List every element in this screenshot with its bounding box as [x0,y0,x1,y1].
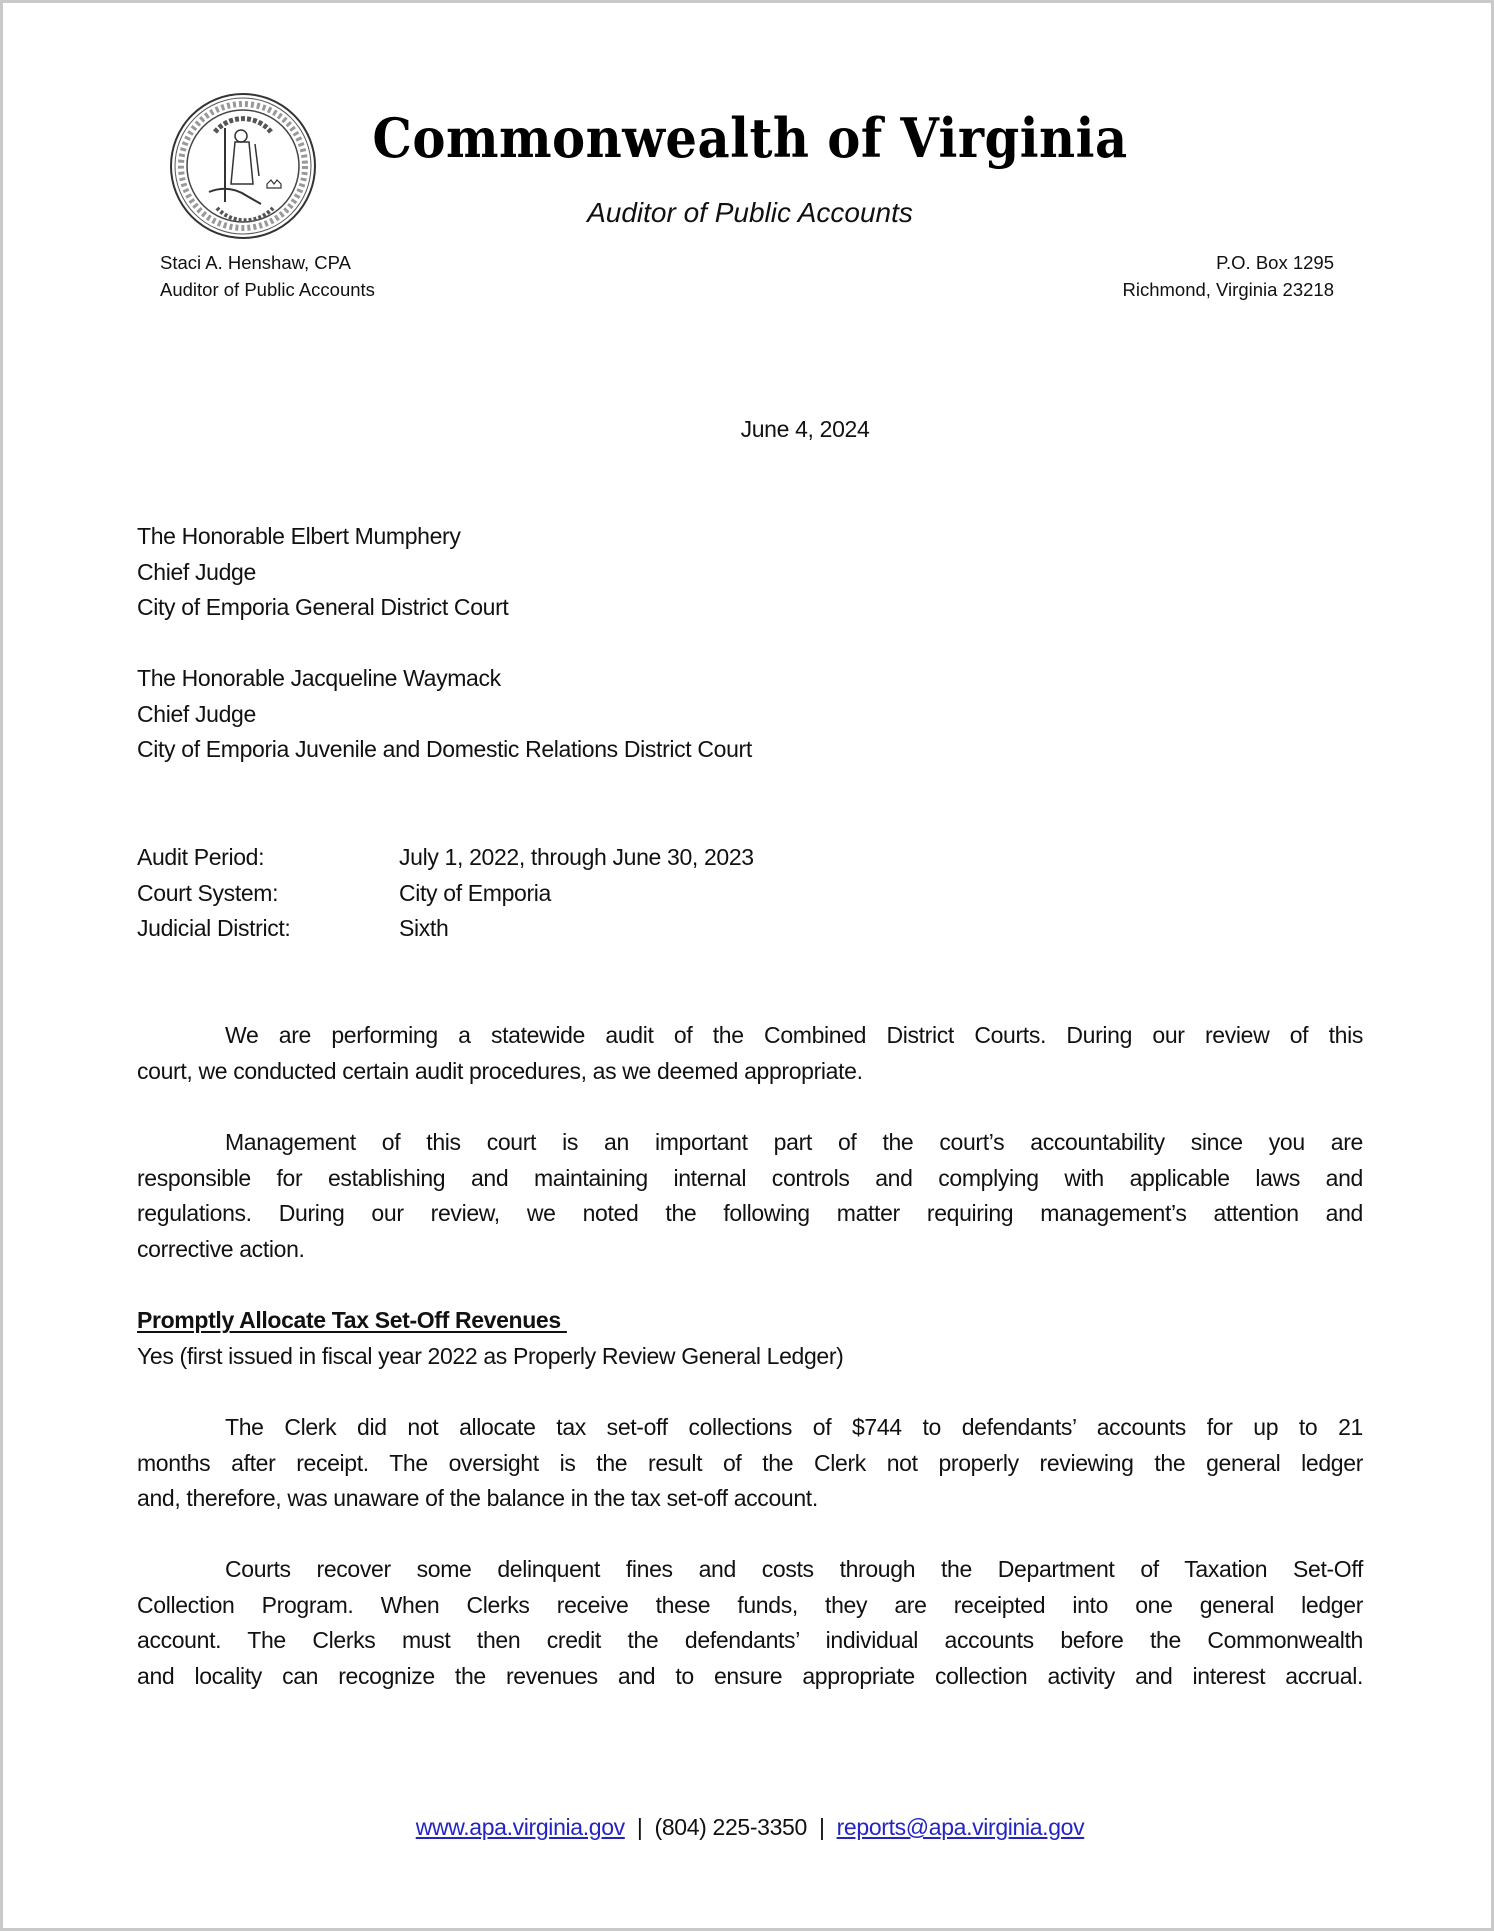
paragraph-line: and locality can recognize the revenues and to ensure appropriate collection activity and interest accrual. [137,1662,1363,1689]
auditor-block [160,249,375,303]
paragraph-line: responsible for establishing and maintaining internal controls and complying with applicable laws and [137,1164,1363,1191]
addressee-block [137,519,1363,626]
city-state-zip: Richmond, Virginia 23218 [1122,279,1334,300]
addressee-court: City of Emporia General District Court [137,594,509,621]
audit-info-row [137,876,1363,912]
paragraph-line: Collection Program. When Clerks receive these funds, they are receipted into one general ledger [137,1591,1363,1618]
phone-number: (804) 225-3350 [654,1814,807,1840]
intro-paragraph [137,1018,1363,1089]
addressee-title: Chief Judge [137,558,256,585]
audit-info-table [137,840,1363,947]
paragraph-line: Courts recover some delinquent fines and costs through the Department of Taxation Set-Off [225,1556,1363,1582]
finding-heading: Promptly Allocate Tax Set-Off Revenues [137,1307,567,1333]
condition-paragraph [137,1410,1363,1517]
addressee-name: The Honorable Elbert Mumphery [137,523,461,549]
finding-repeat-status: Yes (first issued in fiscal year 2022 as Properly Review General Ledger) [137,1342,844,1369]
audit-info-label: Court System: [137,879,279,906]
audit-info-row [137,840,1363,876]
audit-info-value: Sixth [399,915,449,942]
footer-separator: | [818,1814,825,1840]
finding-section [137,1303,1363,1374]
audit-info-row [137,911,1363,947]
letterhead-subtitle: Auditor of Public Accounts [587,197,913,228]
addressee-court: City of Emporia Juvenile and Domestic Relations District Court [137,736,752,763]
letter-date: June 4, 2024 [740,416,870,442]
email-link[interactable]: reports@apa.virginia.gov [836,1814,1085,1840]
po-box: P.O. Box 1295 [1216,252,1334,273]
paragraph-line: The Clerk did not allocate tax set-off collections of $744 to defendants’ accounts for up to 21 [225,1414,1363,1440]
paragraph-line: months after receipt. The oversight is the result of the Clerk not properly reviewing the general ledger [137,1449,1363,1476]
addressee-title: Chief Judge [137,700,256,727]
criteria-paragraph [137,1552,1363,1694]
paragraph-line: We are performing a statewide audit of the Combined District Courts. During our review of this [225,1022,1363,1048]
footer-contact [3,1809,1494,1845]
finding-heading-line [137,1303,1363,1339]
auditor-name: Staci A. Henshaw, CPA [160,252,351,273]
letterhead-title: Commonwealth of Virginia [372,106,1128,170]
addressee-block [137,661,1363,768]
paragraph-line: and, therefore, was unaware of the balance in the tax set-off account. [137,1485,818,1512]
paragraph-line: Management of this court is an important part of the court’s accountability since you are [225,1129,1363,1155]
audit-info-value: City of Emporia [399,879,551,906]
management-paragraph [137,1125,1363,1267]
paragraph-line: regulations. During our review, we noted the following matter requiring management’s attention and [137,1200,1363,1227]
audit-info-value: July 1, 2022, through June 30, 2023 [399,844,754,870]
addressee-name: The Honorable Jacqueline Waymack [137,665,501,691]
mailing-address-block [1122,249,1334,303]
auditor-position: Auditor of Public Accounts [160,279,375,300]
audit-info-label: Audit Period: [137,844,265,870]
footer-separator: | [636,1814,643,1840]
paragraph-line: court, we conducted certain audit procedures, as we deemed appropriate. [137,1057,863,1084]
website-link[interactable]: www.apa.virginia.gov [415,1814,625,1840]
paragraph-line: account. The Clerks must then credit the defendants’ individual accounts before the Commonwealth [137,1627,1363,1654]
audit-info-label: Judicial District: [137,915,291,942]
paragraph-line: corrective action. [137,1235,305,1262]
virginia-state-seal-icon [169,92,317,240]
